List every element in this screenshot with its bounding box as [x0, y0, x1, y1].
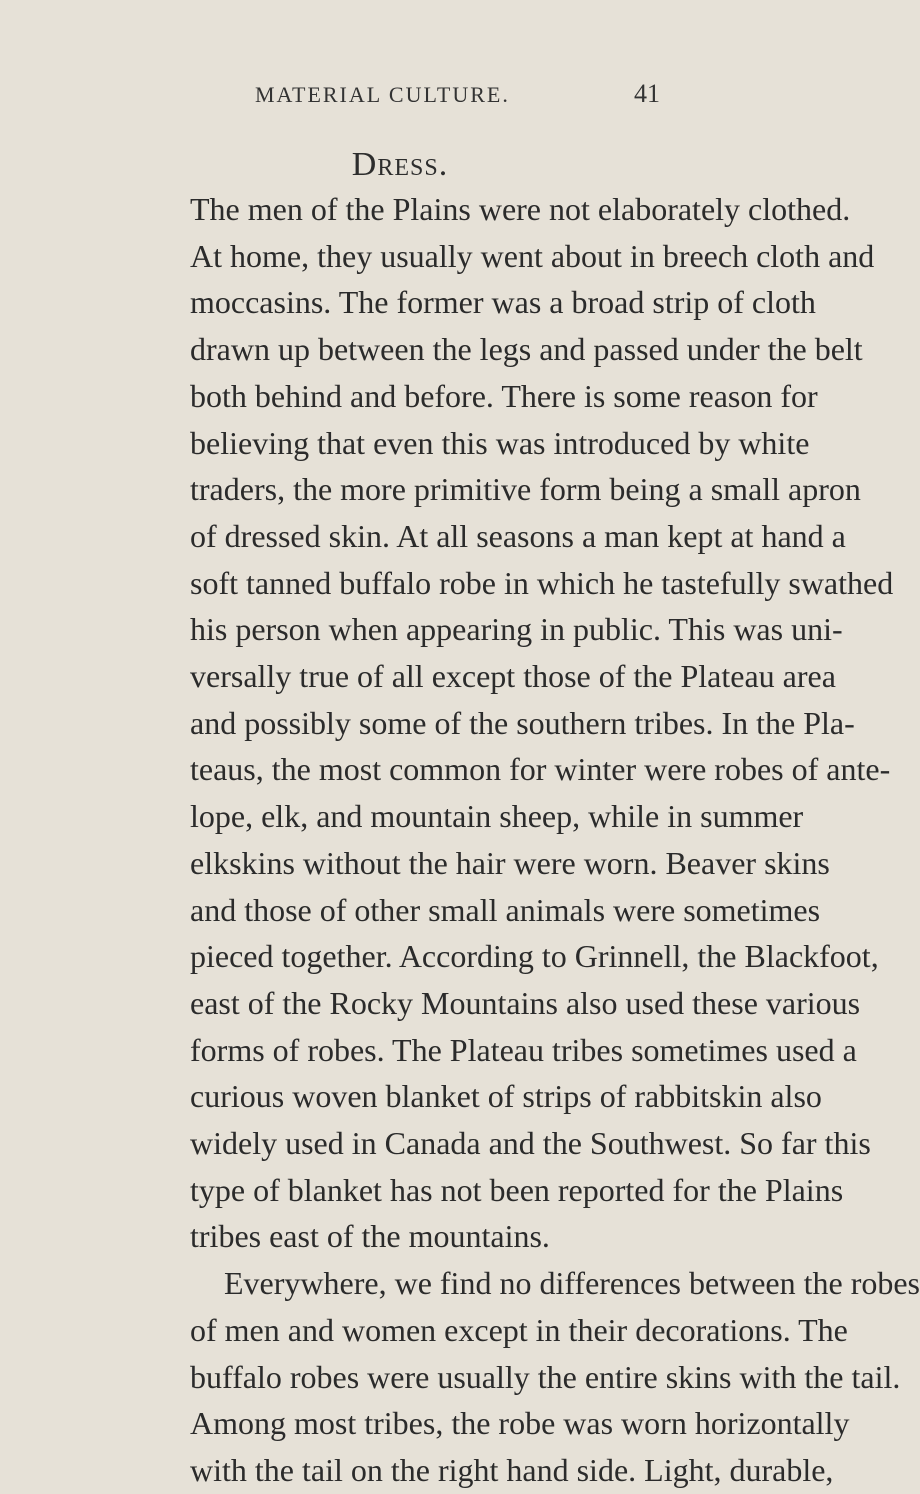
text-line: The men of the Plains were not elaborately clothed.	[190, 191, 851, 227]
text-line: forms of robes. The Plateau tribes sometimes used a	[190, 1031, 857, 1068]
text-line: lope, elk, and mountain sheep, while in summer	[190, 798, 804, 835]
text-line: soft tanned buffalo robe in which he tastefully swathed	[190, 564, 894, 601]
text-line: versally true of all except those of the Plateau area	[190, 658, 836, 695]
text-line: moccasins. The former was a broad strip of cloth	[190, 284, 816, 321]
page-number: 41	[634, 79, 660, 108]
text-line: pieced together. According to Grinnell, the Blackfoot,	[190, 938, 879, 975]
text-line: his person when appearing in public. This was uni-	[190, 611, 843, 648]
text-line: and those of other small animals were sometimes	[190, 891, 821, 928]
text-line: traders, the more primitive form being a small apron	[190, 471, 861, 508]
text-line: type of blanket has not been reported for the Plains	[190, 1171, 844, 1208]
text-line: east of the Rocky Mountains also used these various	[190, 984, 861, 1021]
text-line: believing that even this was introduced by white	[190, 424, 810, 461]
section-title: Dress.	[351, 146, 449, 183]
text-line: of men and women except in their decorations. The	[190, 1311, 848, 1348]
text-line: and possibly some of the southern tribes. In the Pla-	[190, 704, 855, 741]
text-line: teaus, the most common for winter were robes of ante-	[190, 751, 891, 788]
text-line: drawn up between the legs and passed under the belt	[190, 331, 863, 368]
text-line: of dressed skin. At all seasons a man kept at hand a	[190, 517, 846, 554]
text-line: At home, they usually went about in breech cloth and	[190, 237, 875, 274]
text-line: Among most tribes, the robe was worn horizontally	[190, 1405, 850, 1442]
text-line: curious woven blanket of strips of rabbitskin also	[190, 1078, 822, 1115]
text-line: both behind and before. There is some reason for	[190, 377, 818, 414]
text-line: with the tail on the right hand side. Light, durable,	[190, 1451, 834, 1488]
text-line: elkskins without the hair were worn. Beaver skins	[190, 844, 830, 881]
running-title: MATERIAL CULTURE.	[255, 82, 510, 107]
body-text	[190, 186, 920, 1494]
paragraph-start-line: Everywhere, we find no differences between the robes	[224, 1265, 920, 1302]
running-head	[255, 79, 660, 112]
paragraph-end-line: tribes east of the mountains.	[190, 1218, 550, 1255]
text-line: widely used in Canada and the Southwest. So far this	[190, 1125, 871, 1162]
text-line: buffalo robes were usually the entire skins with the tail.	[190, 1358, 901, 1395]
